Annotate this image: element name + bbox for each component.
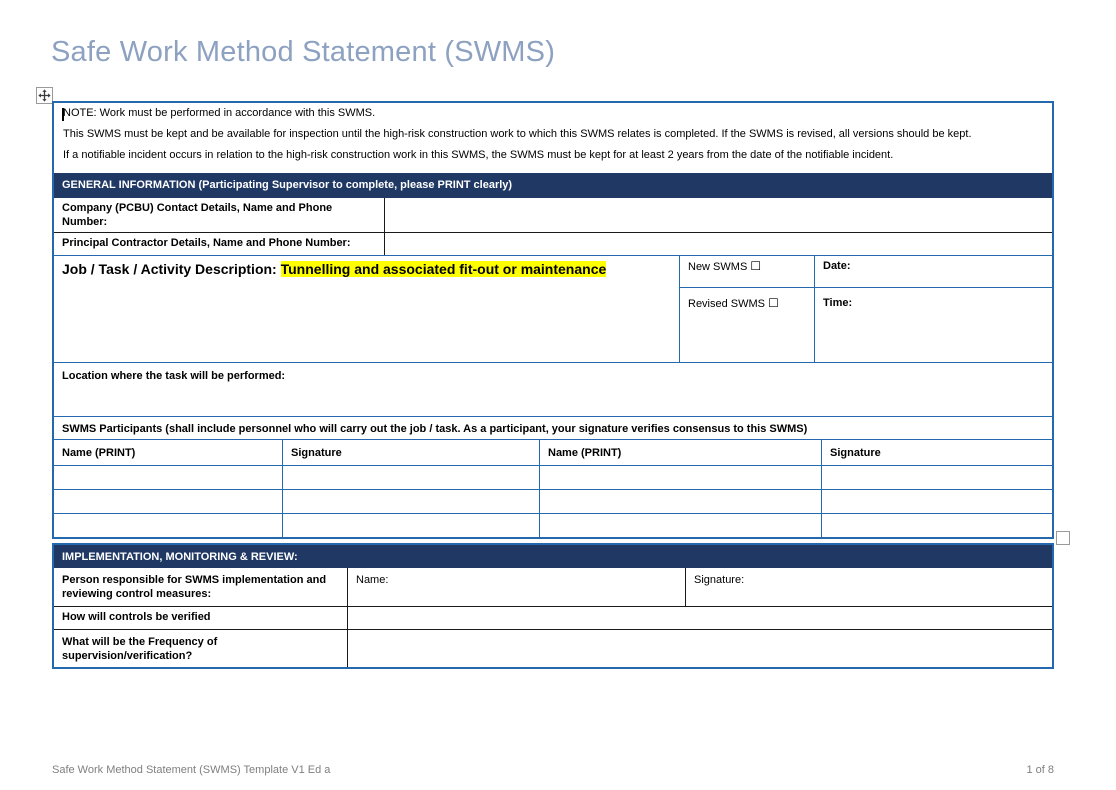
participant-name-cell[interactable] [540, 490, 822, 513]
new-swms-checkbox-icon[interactable]: ☐ [750, 259, 762, 274]
participant-name-cell[interactable] [54, 466, 283, 489]
job-row [54, 256, 1052, 363]
table-resize-handle-icon[interactable] [1056, 531, 1070, 545]
principal-value-field[interactable] [385, 233, 1052, 255]
general-info-table [52, 101, 1054, 539]
date-field[interactable] [815, 256, 1052, 288]
participant-signature-cell[interactable] [283, 514, 540, 537]
participant-signature-cell[interactable] [283, 466, 540, 489]
frequency-label: What will be the Frequency of supervision/verification? [54, 630, 348, 667]
participants-col-signature-2: Signature [830, 447, 881, 460]
participant-name-cell[interactable] [540, 514, 822, 537]
person-name-field[interactable] [348, 568, 686, 606]
revised-swms-checkbox-icon[interactable]: ☐ [768, 296, 779, 311]
text-cursor [62, 108, 64, 121]
move-icon [38, 89, 51, 102]
time-field[interactable] [815, 288, 1052, 362]
participants-col-signature-1: Signature [283, 440, 540, 465]
principal-row [54, 233, 1052, 256]
frequency-row [54, 630, 1052, 667]
controls-verified-row [54, 607, 1052, 630]
participants-col-name-1: Name (PRINT) [54, 440, 283, 465]
company-label: Company (PCBU) Contact Details, Name and Phone Number: [54, 198, 385, 233]
note-cell[interactable] [54, 103, 1052, 173]
controls-verified-field[interactable] [348, 607, 1052, 629]
participant-signature-cell[interactable] [822, 490, 1052, 513]
new-swms-label: New SWMS [688, 261, 748, 274]
person-name-label: Name: [356, 574, 389, 586]
principal-label: Principal Contractor Details, Name and Phone Number: [54, 233, 385, 255]
participant-signature-cell[interactable] [822, 466, 1052, 489]
page-title: Safe Work Method Statement (SWMS) [51, 36, 556, 68]
participants-header: SWMS Participants (shall include personnel who will carry out the job / task. As a participant, your signature verifies consensus to this SWMS) [54, 417, 1052, 440]
person-responsible-label: Person responsible for SWMS implementation and reviewing control measures: [54, 568, 348, 606]
date-label: Date: [823, 260, 851, 273]
page-footer [52, 764, 1054, 776]
participant-signature-cell[interactable] [822, 514, 1052, 537]
participant-name-cell[interactable] [54, 514, 283, 537]
frequency-field[interactable] [348, 630, 1052, 667]
implementation-header: IMPLEMENTATION, MONITORING & REVIEW: [54, 545, 1052, 568]
implementation-table [52, 543, 1054, 669]
person-signature-label: Signature: [694, 574, 745, 586]
location-label: Location where the task will be performed: [62, 370, 286, 383]
note-line-1: NOTE: Work must be performed in accordance with this SWMS. [63, 107, 376, 119]
participant-signature-cell[interactable] [283, 490, 540, 513]
job-description-label: Job / Task / Activity Description: [62, 261, 281, 278]
implementation-person-row [54, 568, 1052, 607]
revised-swms-label: Revised SWMS [688, 298, 766, 311]
participant-name-cell[interactable] [54, 490, 283, 513]
revised-swms-cell [680, 288, 815, 362]
controls-verified-label: How will controls be verified [54, 607, 348, 629]
participant-row [54, 490, 1052, 514]
footer-document-name: Safe Work Method Statement (SWMS) Template V1 Ed a [52, 764, 331, 776]
note-line-3: If a notifiable incident occurs in relation to the high-risk construction work in this SWMS, the SWMS must be kept for at least 2 years from the date of the notifiable incident. [63, 149, 894, 162]
note-line-2: This SWMS must be kept and be available for inspection until the high-risk construction work to which this SWMS relates is completed. If the SWMS is revised, all versions should be kept. [63, 128, 972, 141]
job-description-field[interactable] [54, 256, 680, 362]
company-row [54, 198, 1052, 234]
participant-name-cell[interactable] [540, 466, 822, 489]
participant-row [54, 466, 1052, 490]
table-move-handle-icon[interactable] [36, 87, 53, 104]
participant-row [54, 514, 1052, 537]
participants-column-header-row [54, 440, 1052, 466]
company-value-field[interactable] [385, 198, 1052, 233]
person-signature-field[interactable] [686, 568, 1052, 606]
footer-page-number: 1 of 8 [1026, 764, 1054, 776]
job-description-highlighted-text: Tunnelling and associated fit-out or maintenance [280, 261, 607, 278]
location-field[interactable] [54, 363, 1052, 417]
participants-col-name-2: Name (PRINT) [540, 440, 822, 465]
general-info-header: GENERAL INFORMATION (Participating Supervisor to complete, please PRINT clearly) [54, 173, 1052, 198]
time-label: Time: [823, 297, 853, 310]
new-swms-cell [680, 256, 815, 288]
